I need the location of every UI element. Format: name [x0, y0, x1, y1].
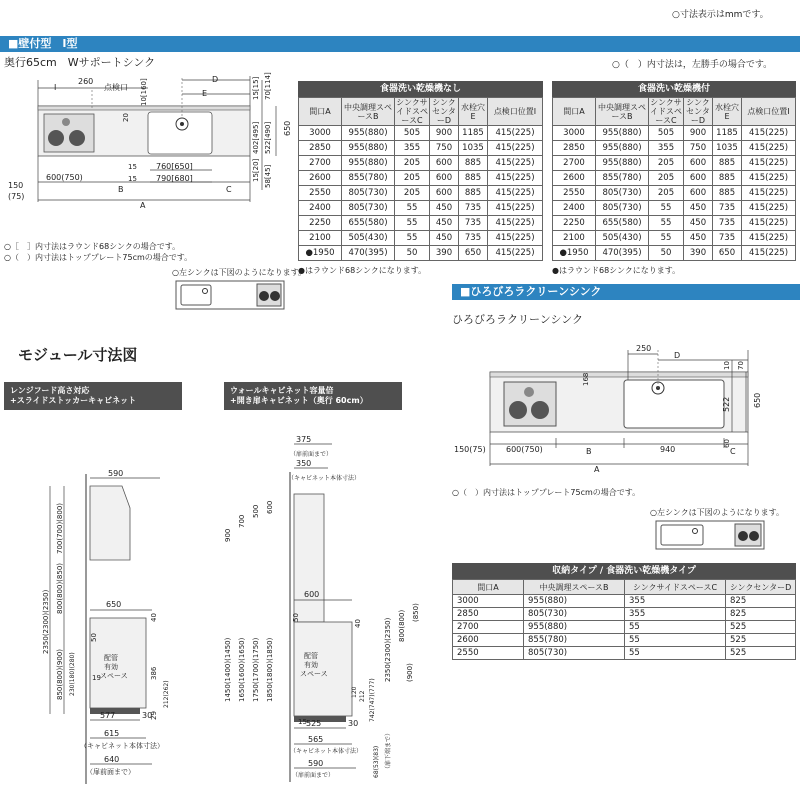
col-header: 中央調理スペースB [596, 98, 649, 126]
table-cell: 1035 [459, 141, 488, 156]
table-cell: 205 [649, 156, 684, 171]
table-cell: 55 [395, 216, 430, 231]
table-cell: 415(225) [742, 216, 796, 231]
table-cell: 205 [395, 186, 430, 201]
spec-table-with-dishwasher [552, 97, 796, 261]
table-cell: 450 [684, 201, 713, 216]
table2-title: 食器洗い乾燥機付 [552, 81, 796, 97]
table-cell: 1185 [459, 126, 488, 141]
section2-table-title: 収納タイプ / 食器洗い乾燥機タイプ [452, 563, 796, 579]
table-row [453, 608, 796, 621]
table-cell: 2700 [553, 156, 596, 171]
table-cell: 805(730) [342, 201, 395, 216]
table-row [453, 621, 796, 634]
table-cell: 650 [459, 246, 488, 261]
burner-icon [524, 387, 534, 397]
table-cell: 470(395) [596, 246, 649, 261]
spec-table-no-dishwasher [298, 97, 543, 261]
col-header: 間口A [299, 98, 342, 126]
dim-590: 590 [308, 759, 324, 768]
table-cell: 450 [430, 216, 459, 231]
dim-15a: 15 [128, 163, 137, 171]
dim-700: 700(700)(800) [56, 502, 64, 554]
table-cell: 805(730) [524, 608, 625, 621]
dim-590: 590 [108, 469, 124, 478]
table-cell: 750 [684, 141, 713, 156]
dim-800: 800(800) [398, 609, 406, 642]
dim-r5: 15[20] [252, 158, 260, 182]
door-bottom-note: （扉下端まで） [385, 729, 392, 772]
dim-75: (75) [8, 192, 25, 201]
table-cell: 505(430) [342, 231, 395, 246]
dim-700: 700 [238, 514, 246, 528]
dim-2350: 2350(2300)(2350) [384, 617, 392, 682]
table-cell: 415(225) [488, 171, 543, 186]
table-cell: 415(225) [742, 186, 796, 201]
dim-30: 30 [142, 711, 153, 720]
dim-600: 600(750) [46, 173, 83, 182]
section1-subtitle: 奥行65cm Wサポートシンク [4, 56, 156, 69]
dim-250: 250 [636, 344, 652, 353]
table-cell: 735 [713, 216, 742, 231]
table-cell: 885 [459, 171, 488, 186]
dim-615: 615 [104, 729, 120, 738]
table-cell: 2700 [299, 156, 342, 171]
table-cell: 955(880) [342, 126, 395, 141]
dim-230: 230(180)(280) [69, 652, 76, 696]
dim-B: B [118, 185, 124, 194]
base-cabinet [90, 618, 146, 708]
table-cell: 355 [625, 608, 726, 621]
table-row [553, 141, 796, 156]
dim-650: 650 [106, 600, 122, 609]
section2-note-top: ○（ ）内寸法はトッププレート75cmの場合です。 [452, 488, 641, 497]
table-cell: 525 [726, 647, 796, 660]
door-front-note: （扉前面まで） [86, 768, 135, 776]
dim-1750: 1750(1700)(1750) [252, 637, 260, 702]
table-header-row [553, 98, 796, 126]
col-header: シンクサイドスペースC [650, 98, 682, 125]
table-cell: 505 [395, 126, 430, 141]
dim-350: 350 [296, 459, 312, 468]
table-cell: 415(225) [488, 126, 543, 141]
table-cell: 450 [430, 231, 459, 246]
table-cell: 355 [625, 595, 726, 608]
dim-50: 50 [90, 633, 98, 642]
dim-r2: 70[114] [264, 72, 272, 100]
note-top-plate: ○（ ）内寸法はトッププレート75cmの場合です。 [4, 253, 193, 262]
note-round: ○［ ］内寸法はラウンド68シンクの場合です。 [4, 242, 181, 251]
burner-icon [62, 118, 70, 126]
table-cell: 600 [684, 156, 713, 171]
section2-header: ■ひろびろラクリーンシンク [452, 284, 800, 300]
unit-note: ○寸法表示はmmです。 [672, 10, 769, 20]
dim-19: 19 [92, 674, 101, 682]
dim-A: A [140, 201, 146, 210]
table-cell: 2600 [453, 634, 524, 647]
dim-15b: 15 [128, 175, 137, 183]
col-header: 間口A [553, 98, 596, 126]
table-cell: 735 [713, 231, 742, 246]
col-header: 水栓穴E [713, 98, 742, 126]
table-cell: 2250 [299, 216, 342, 231]
table-cell: 415(225) [488, 216, 543, 231]
table-cell: 2400 [299, 201, 342, 216]
table-row [299, 126, 543, 141]
col-header: 水栓穴E [459, 98, 488, 126]
section2-subtitle: ひろびろラクリーンシンク [452, 313, 584, 326]
dim-150: 150(75) [454, 445, 486, 454]
dim-1450: 1450(1400)(1450) [224, 637, 232, 702]
module-left-drawing [30, 464, 210, 796]
table-cell: 805(730) [596, 186, 649, 201]
table-row [553, 216, 796, 231]
table-cell: 525 [726, 634, 796, 647]
table-row [299, 171, 543, 186]
table-cell: 955(880) [342, 141, 395, 156]
table-cell: 525 [726, 621, 796, 634]
dim-600-v: 600 [266, 500, 274, 514]
cabinet-body-note-2: （キャビネット本体寸法） [290, 748, 363, 755]
left-hand-note: ○（ ）内寸法は，左勝手の場合です。 [612, 60, 773, 70]
burner-icon [69, 130, 85, 146]
table-cell: 205 [649, 171, 684, 186]
dim-15: 15 [298, 718, 307, 726]
burner-icon [531, 401, 549, 419]
dim-1850: 1850(1800)(1850) [266, 637, 274, 702]
dim-500: 500 [252, 504, 260, 518]
cabinet-body-note: （キャビネット本体寸法） [80, 742, 164, 750]
dim-68: 68(53)(83) [373, 745, 380, 778]
table-cell: 55 [649, 216, 684, 231]
table-cell: 415(225) [488, 201, 543, 216]
table-cell: 415(225) [742, 201, 796, 216]
table-row [453, 647, 796, 660]
table-cell: 2250 [553, 216, 596, 231]
base-cabinet [294, 622, 352, 716]
cabinet-body-note: （キャビネット本体寸法） [288, 475, 361, 482]
dim-120: 120 [351, 686, 358, 698]
table-cell: ●1950 [553, 246, 596, 261]
dim-600: 600(750) [506, 445, 543, 454]
table-row [299, 231, 543, 246]
dim-900b: (900) [406, 663, 414, 682]
table-cell: 2550 [299, 186, 342, 201]
table-cell: 750 [430, 141, 459, 156]
spec-table-storage [452, 579, 796, 660]
table-cell: 955(880) [524, 595, 625, 608]
door-front-note: （扉前面まで） [290, 451, 333, 458]
table-row [553, 246, 796, 261]
table-cell: 50 [649, 246, 684, 261]
dim-60: 60 [723, 439, 731, 448]
dim-C: C [730, 447, 736, 456]
table-cell: 3000 [453, 595, 524, 608]
dim-900: 900 [224, 528, 232, 542]
table-cell: 955(880) [596, 141, 649, 156]
dim-260: 260 [78, 77, 94, 86]
dim-650: 650 [753, 392, 762, 408]
table1-title: 食器洗い乾燥機なし [298, 81, 543, 97]
table-cell: 885 [713, 171, 742, 186]
table-cell: 205 [395, 171, 430, 186]
col-header: シンクサイドスペースC [396, 98, 428, 125]
left-sink-note-2: ○左シンクは下図のようになります。 [650, 508, 784, 517]
dim-40: 40 [150, 613, 158, 622]
table-cell: 2850 [453, 608, 524, 621]
table-cell: ●1950 [299, 246, 342, 261]
dim-640: 640 [104, 755, 120, 764]
table-cell: 205 [395, 156, 430, 171]
table-row [299, 246, 543, 261]
dim-168: 168 [582, 372, 590, 386]
dim-r1: 15[15] [252, 76, 260, 100]
dim-40: 40 [354, 619, 362, 628]
table-cell: 415(225) [742, 156, 796, 171]
table-cell: 655(580) [342, 216, 395, 231]
table-cell: 415(225) [742, 141, 796, 156]
table-cell: 855(780) [596, 171, 649, 186]
table-cell: 600 [430, 156, 459, 171]
dim-30: 30 [348, 719, 359, 728]
dim-760: 760[650] [156, 162, 193, 171]
table-row [299, 186, 543, 201]
table-row [299, 156, 543, 171]
table-cell: 855(780) [342, 171, 395, 186]
dim-577: 577 [100, 711, 116, 720]
table-cell: 885 [459, 186, 488, 201]
table-cell: 415(225) [742, 246, 796, 261]
table-cell: 735 [713, 201, 742, 216]
table-row [299, 216, 543, 231]
dim-790: 790[680] [156, 174, 193, 183]
table-header-row [453, 580, 796, 595]
round-note-1: ●はラウンド68シンクになります。 [298, 266, 427, 275]
table-cell: 415(225) [742, 126, 796, 141]
table-cell: 415(225) [488, 156, 543, 171]
table-cell: 55 [395, 201, 430, 216]
dim-742: 742(747)(777) [369, 678, 376, 722]
dim-r4: 522[490] [264, 121, 272, 154]
table-row [453, 595, 796, 608]
dim-522: 522 [722, 396, 731, 412]
round-note-2: ●はラウンド68シンクになります。 [552, 266, 681, 275]
module-right-head: ウォールキャビネット容量倍 +開き扉キャビネット（奥行 60cm） [224, 382, 402, 410]
dim-B: B [586, 447, 592, 456]
table-cell: 650 [713, 246, 742, 261]
table-cell: 2100 [553, 231, 596, 246]
table-cell: 2850 [299, 141, 342, 156]
table-cell: 470(395) [342, 246, 395, 261]
table-cell: 3000 [299, 126, 342, 141]
left-sink-mini-2 [655, 520, 767, 552]
dim-940: 940 [660, 445, 676, 454]
table-cell: 955(880) [342, 156, 395, 171]
dim-800: 800(800)(850) [56, 562, 64, 614]
table-cell: 600 [430, 186, 459, 201]
dim-2350: 2350(2300)(2350) [42, 589, 50, 654]
table-cell: 825 [726, 608, 796, 621]
dim-29: 29 [150, 711, 158, 720]
left-sink-mini-1 [175, 280, 287, 312]
table-cell: 805(730) [524, 647, 625, 660]
table-cell: 355 [395, 141, 430, 156]
dim-212: 212 [359, 690, 366, 702]
table-row [553, 126, 796, 141]
col-header: シンクサイドスペースC [625, 580, 726, 595]
table-cell: 55 [625, 621, 726, 634]
table-cell: 2550 [453, 647, 524, 660]
dim-r6: 58[45] [264, 164, 272, 188]
dim-A: A [594, 465, 600, 474]
dim-565: 565 [308, 735, 324, 744]
table-cell: 1185 [713, 126, 742, 141]
dim-10: 10[160] [140, 78, 148, 106]
plan-drawing-wsupport [0, 70, 296, 210]
dim-525: 525 [306, 719, 322, 728]
table-cell: 805(730) [342, 186, 395, 201]
table-row [553, 231, 796, 246]
inspection-label: 点検口 [104, 83, 128, 92]
table-cell: 2100 [299, 231, 342, 246]
dim-10: 10 [723, 361, 731, 370]
module-title: モジュール寸法図 [18, 346, 138, 364]
dim-212: 212(262) [163, 680, 170, 708]
table-cell: 955(880) [524, 621, 625, 634]
table-cell: 50 [395, 246, 430, 261]
dim-150: 150 [8, 181, 24, 190]
col-header: シンクセンターD [430, 98, 459, 126]
table-cell: 735 [459, 216, 488, 231]
table-cell: 955(880) [596, 126, 649, 141]
table-cell: 55 [625, 647, 726, 660]
table-cell: 3000 [553, 126, 596, 141]
plan-drawing-hirobiro [448, 340, 764, 480]
table-cell: 55 [649, 231, 684, 246]
table-cell: 655(580) [596, 216, 649, 231]
table-row [453, 634, 796, 647]
module-right-drawing [214, 432, 450, 796]
table-cell: 390 [430, 246, 459, 261]
col-header: シンクセンターD [726, 580, 796, 595]
table-cell: 855(780) [524, 634, 625, 647]
table-cell: 415(225) [742, 231, 796, 246]
dim-850: (850) [412, 603, 420, 622]
table-cell: 600 [430, 171, 459, 186]
table-row [553, 186, 796, 201]
table-cell: 900 [430, 126, 459, 141]
col-header: 点検口位置I [742, 98, 796, 126]
dim-375: 375 [296, 435, 312, 444]
table-cell: 415(225) [488, 246, 543, 261]
col-header: 間口A [453, 580, 524, 595]
table-cell: 900 [684, 126, 713, 141]
table-row [299, 201, 543, 216]
table-cell: 805(730) [596, 201, 649, 216]
table-cell: 825 [726, 595, 796, 608]
table-cell: 55 [649, 201, 684, 216]
table-cell: 55 [395, 231, 430, 246]
col-header: 点検口位置I [488, 98, 543, 126]
table-cell: 55 [625, 634, 726, 647]
col-header: 中央調理スペースB [524, 580, 625, 595]
range-hood [90, 486, 130, 560]
table-cell: 885 [459, 156, 488, 171]
door-front-note-2: （扉前面まで） [292, 772, 335, 779]
dim-D: D [212, 75, 219, 84]
table-cell: 415(225) [488, 141, 543, 156]
table-cell: 2600 [299, 171, 342, 186]
table-cell: 2700 [453, 621, 524, 634]
dim-E: E [202, 89, 208, 98]
burner-icon [509, 401, 527, 419]
table-cell: 2400 [553, 201, 596, 216]
table-row [299, 141, 543, 156]
col-header: 中央調理スペースB [342, 98, 395, 126]
table-row [553, 201, 796, 216]
dim-650: 650 [283, 120, 292, 136]
table-row [553, 171, 796, 186]
dim-386: 386 [150, 666, 158, 680]
burner-icon [48, 130, 64, 146]
module-left-head: レンジフード高さ対応 +スライドストッカーキャビネット [4, 382, 182, 410]
table-cell: 735 [459, 231, 488, 246]
left-sink-note-1: ○左シンクは下図のようになります。 [172, 268, 306, 277]
dim-850: 850(800)(900) [56, 648, 64, 700]
table-cell: 2550 [553, 186, 596, 201]
dim-20: 20 [122, 113, 130, 122]
table-cell: 955(880) [596, 156, 649, 171]
table-cell: 2600 [553, 171, 596, 186]
table-cell: 885 [713, 186, 742, 201]
table-cell: 205 [649, 186, 684, 201]
dim-600: 600 [304, 590, 320, 599]
table-cell: 1035 [713, 141, 742, 156]
section1-header: ■壁付型 I型 [0, 36, 800, 52]
table-cell: 2850 [553, 141, 596, 156]
table-cell: 505(430) [596, 231, 649, 246]
table-cell: 505 [649, 126, 684, 141]
dim-r3: 402[495] [252, 121, 260, 154]
col-header: シンクセンターD [684, 98, 713, 126]
table-cell: 450 [684, 216, 713, 231]
piping-space-label: 配管有効スペース [300, 652, 328, 678]
sink-bowl [624, 380, 724, 428]
piping-space-label: 配管有効スペース [100, 654, 128, 680]
table-cell: 415(225) [742, 171, 796, 186]
wall-cabinet [294, 494, 324, 622]
table-cell: 415(225) [488, 186, 543, 201]
dim-50: 50 [292, 613, 300, 622]
table-cell: 450 [430, 201, 459, 216]
table-cell: 390 [684, 246, 713, 261]
table-row [553, 156, 796, 171]
dim-I: I [54, 83, 57, 92]
table-cell: 735 [459, 201, 488, 216]
dim-C: C [226, 185, 232, 194]
table-cell: 885 [713, 156, 742, 171]
table-cell: 600 [684, 171, 713, 186]
table-cell: 415(225) [488, 231, 543, 246]
dim-D: D [674, 351, 681, 360]
dim-1650: 1650(1600)(1650) [238, 637, 246, 702]
dim-70: 70 [737, 361, 745, 370]
table-header-row [299, 98, 543, 126]
table-cell: 355 [649, 141, 684, 156]
table-cell: 450 [684, 231, 713, 246]
table-cell: 600 [684, 186, 713, 201]
